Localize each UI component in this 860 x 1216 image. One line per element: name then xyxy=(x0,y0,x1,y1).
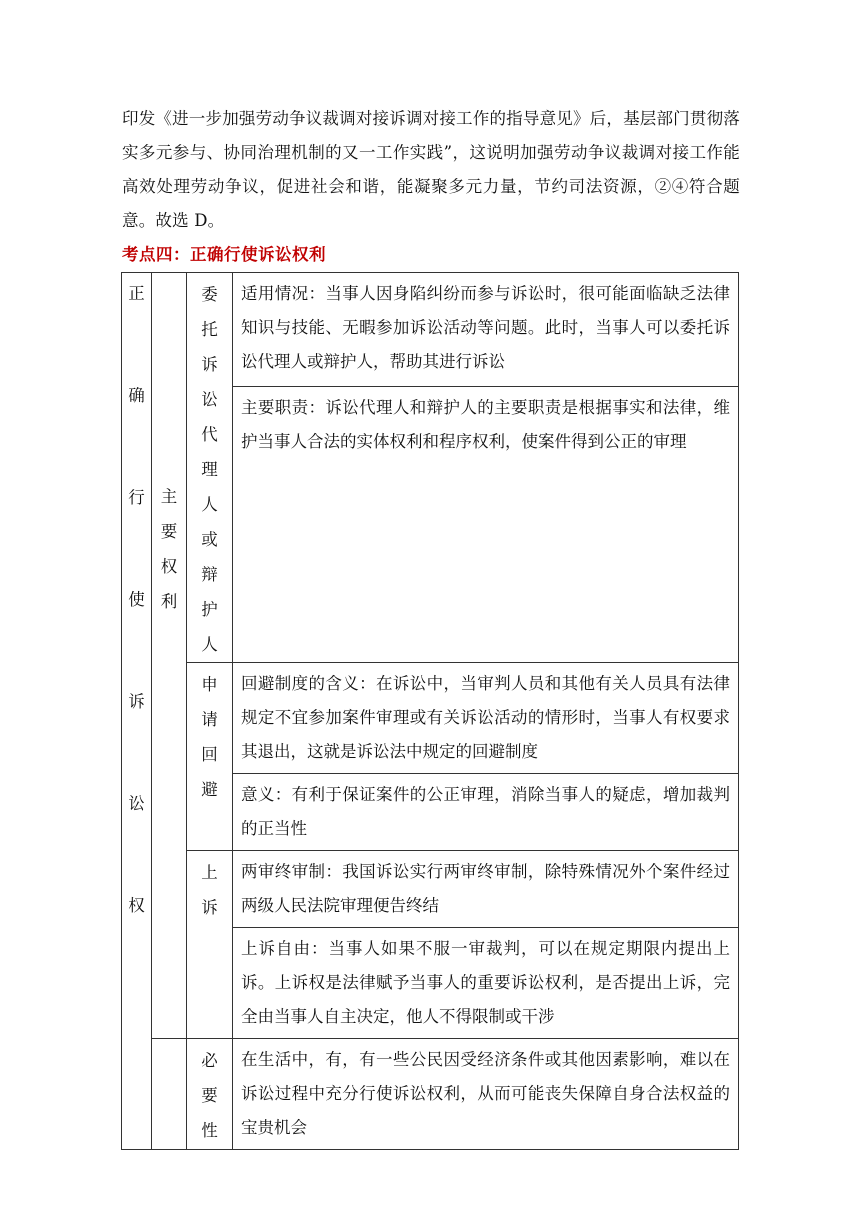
vertical-char: 使 xyxy=(128,590,145,609)
table-title-vertical xyxy=(122,273,151,1083)
vertical-char: 正 xyxy=(128,284,145,303)
vertical-char: 托 xyxy=(201,320,218,339)
recusal-label-cell xyxy=(187,663,233,851)
vertical-char: 代 xyxy=(201,425,218,444)
vertical-char: 申 xyxy=(201,675,218,694)
vertical-char: 辩 xyxy=(201,565,218,584)
appeal-freedom-text: 上诉自由：当事人如果不服一审裁判，可以在规定期限内提出上诉。上诉权是法律赋予当事人的重要诉讼权利，是否提出上诉，完全由当事人自主决定，他人不得限制或干涉 xyxy=(241,939,730,1026)
vertical-char: 权 xyxy=(160,557,178,576)
vertical-char: 性 xyxy=(201,1121,218,1140)
entrust-label-cell xyxy=(187,273,233,663)
vertical-char: 诉 xyxy=(201,355,218,374)
recusal-meaning-text: 回避制度的含义：在诉讼中，当审判人员和其他有关人员具有法律规定不宜参加案件审理或有关诉讼活动的情形时，当事人有权要求其退出，这就是诉讼法中规定的回避制度 xyxy=(241,674,730,761)
vertical-char: 人 xyxy=(201,495,218,514)
vertical-char: 利 xyxy=(160,592,178,611)
section-heading: 考点四：正确行使诉讼权利 xyxy=(122,245,326,264)
appeal-label-vertical xyxy=(187,851,232,925)
vertical-char: 人 xyxy=(201,635,218,654)
vertical-char: 讼 xyxy=(128,794,145,813)
recusal-item-1-cell xyxy=(233,663,739,774)
vertical-char: 理 xyxy=(201,460,218,479)
recusal-significance-text: 意义：有利于保证案件的公正审理，消除当事人的疑虑，增加裁判的正当性 xyxy=(241,785,730,838)
necessity-label-cell xyxy=(187,1039,233,1150)
vertical-char: 或 xyxy=(201,530,218,549)
necessity-group-cell xyxy=(152,1039,187,1150)
vertical-char: 行 xyxy=(128,488,145,507)
vertical-char: 上 xyxy=(201,863,218,882)
entrust-item-1-cell xyxy=(233,273,739,387)
necessity-item-1-cell xyxy=(233,1039,739,1150)
entrust-item-2-cell xyxy=(233,386,739,662)
vertical-char: 回 xyxy=(201,745,218,764)
knowledge-table xyxy=(121,272,739,1150)
necessity-label-vertical xyxy=(187,1039,232,1148)
main-rights-vertical xyxy=(152,273,186,619)
vertical-char: 必 xyxy=(201,1051,218,1070)
vertical-char: 讼 xyxy=(201,390,218,409)
entrust-label-vertical xyxy=(187,273,232,662)
vertical-char: 权 xyxy=(128,896,145,915)
vertical-char: 诉 xyxy=(128,692,145,711)
main-rights-cell xyxy=(152,273,187,1039)
vertical-char: 诉 xyxy=(201,898,218,917)
necessity-text: 在生活中，有，有一些公民因受经济条件或其他因素影响，难以在诉讼过程中充分行使诉讼权利，从而可能丧失保障自身合法权益的宝贵机会 xyxy=(241,1050,730,1137)
appeal-item-1-cell xyxy=(233,851,739,928)
appeal-item-2-cell xyxy=(233,928,739,1039)
appeal-two-trial-text: 两审终审制：我国诉讼实行两审终审制，除特殊情况外个案件经过两级人民法院审理便告终结 xyxy=(241,862,730,915)
vertical-char: 要 xyxy=(201,1086,218,1105)
vertical-char: 确 xyxy=(128,386,145,405)
vertical-char: 避 xyxy=(201,780,218,799)
vertical-char: 请 xyxy=(201,710,218,729)
vertical-char: 委 xyxy=(201,285,218,304)
table-title-cell xyxy=(122,273,152,1150)
intro-paragraph: 印发《进一步加强劳动争议裁调对接诉调对接工作的指导意见》后，基层部门贯彻落实多元参与、协同治理机制的又一工作实践”，这说明加强劳动争议裁调对接工作能高效处理劳动争议，促进社会和谐，能凝聚多元力量，节约司法资源，②④符合题意。故选 D。 xyxy=(122,109,740,230)
entrust-applicable-text: 适用情况：当事人因身陷纠纷而参与诉讼时，很可能面临缺乏法律知识与技能、无暇参加诉讼活动等问题。此时，当事人可以委托诉讼代理人或辩护人，帮助其进行诉讼 xyxy=(241,284,730,371)
vertical-char: 主 xyxy=(160,487,178,506)
recusal-item-2-cell xyxy=(233,774,739,851)
appeal-label-cell xyxy=(187,851,233,1039)
entrust-duty-text: 主要职责：诉讼代理人和辩护人的主要职责是根据事实和法律，维护当事人合法的实体权利和程序权利，使案件得到公正的审理 xyxy=(241,397,730,451)
vertical-char: 要 xyxy=(160,522,178,541)
vertical-char: 护 xyxy=(201,600,218,619)
recusal-label-vertical xyxy=(187,663,232,807)
